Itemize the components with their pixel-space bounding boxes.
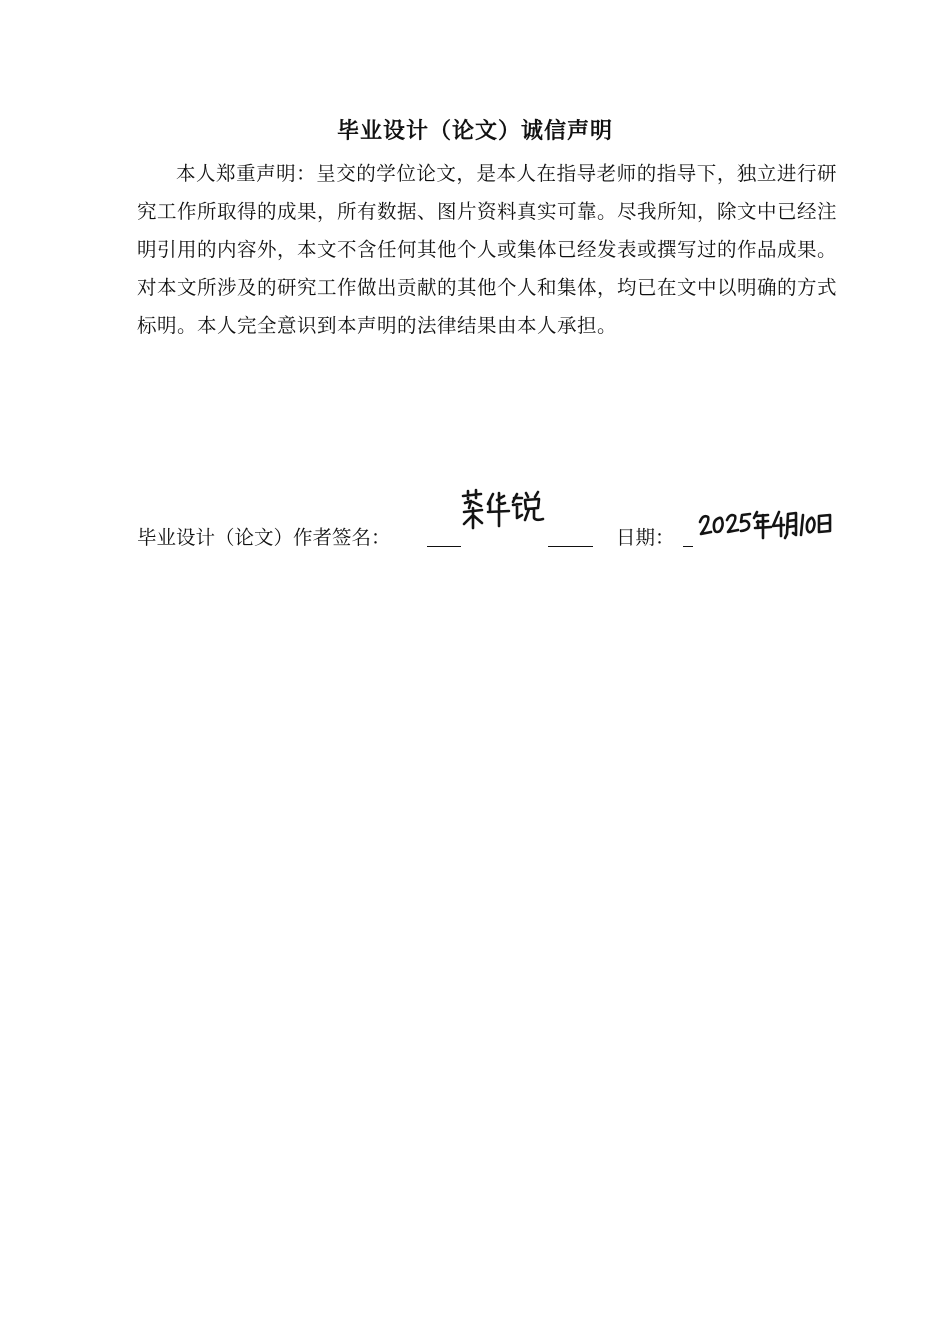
handwritten-signature [459, 488, 545, 534]
signature-row [137, 522, 857, 562]
signature-underline-left [427, 546, 461, 547]
handwritten-date [697, 508, 835, 544]
signature-underline-right [548, 546, 593, 547]
document-title: 毕业设计（论文）诚信声明 [336, 119, 613, 144]
date-label: 日期： [616, 526, 675, 549]
date-underline [683, 546, 693, 547]
author-signature-label: 毕业设计（论文）作者签名： [137, 526, 391, 549]
declaration-paragraph: 本人郑重声明：呈交的学位论文，是本人在指导老师的指导下，独立进行研究工作所取得的成果，所有数据、图片资料真实可靠。尽我所知，除文中已经注明引用的内容外，本文不含任何其他个人或集体已经发表或撰写过的作品成果。对本文所涉及的研究工作做出贡献的其他个人和集体，均已在文中以明确的方式标明。本人完全意识到本声明的法律结果由本人承担。 [137, 162, 838, 337]
